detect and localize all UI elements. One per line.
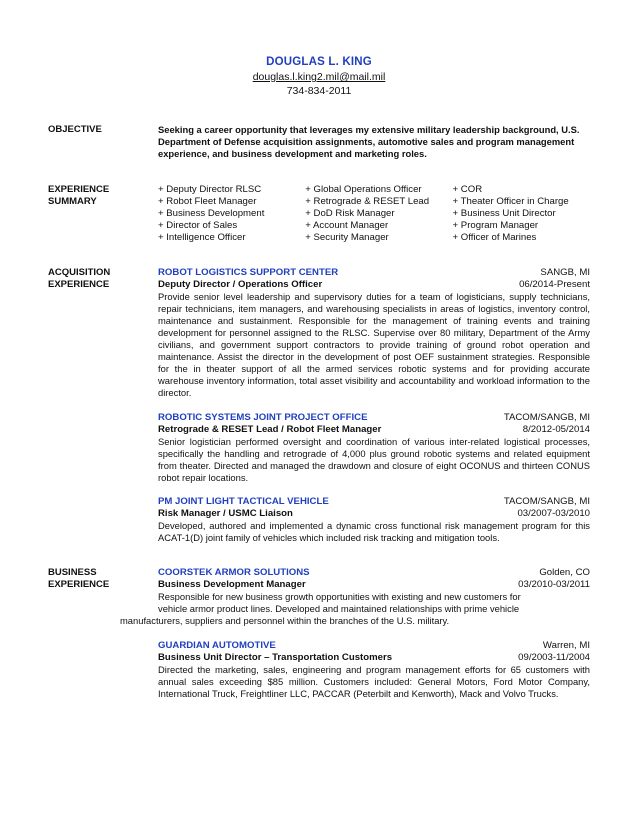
job-description-line: manufacturers, suppliers and personnel within the branches of the U.S. military. [120,615,450,626]
job-location: TACOM/SANGB, MI [503,496,590,507]
job-location: Warren, MI [542,640,590,651]
objective-label: OBJECTIVE [48,124,102,135]
summary-label-line2: SUMMARY [48,196,97,207]
job-title: Business Development Manager [158,579,306,590]
job-entry [158,267,590,399]
summary-item: + Security Manager [305,232,389,243]
acquisition-label [48,267,110,291]
job-description-line: Responsible for new business growth opportunities with existing and new customers for [158,591,521,602]
summary-item: + Robot Fleet Manager [158,196,257,207]
job-dates: 03/2007-03/2010 [517,508,590,519]
job-title-row [158,652,590,664]
summary-item: + Account Manager [305,220,389,231]
candidate-name: DOUGLAS L. KING [266,56,372,68]
job-location: Golden, CO [539,567,590,578]
email-link[interactable]: douglas.l.king2.mil@mail.mil [252,71,386,83]
job-entry [158,640,590,700]
phone-number: 734-834-2011 [286,85,352,97]
job-dates: 06/2014-Present [519,279,590,290]
summary-item: + Intelligence Officer [158,232,246,243]
job-dates: 03/2010-03/2011 [518,579,590,590]
job-entry [158,496,590,544]
summary-item: + Business Unit Director [452,208,556,219]
job-description: Senior logistician performed oversight and coordination of various inter-related logistical processes, specifically the handling and retrograde of 4,000 plus ground robotic systems and related equipment from theater. Directed and managed the drawdown and closure of eight OCONUS and thirteen CONUS robot repair locations. [158,436,590,483]
job-description-line: vehicle armor product lines. Developed and maintained relationships with prime vehicle [158,603,520,614]
job-title: Business Unit Director – Transportation Customers [158,652,393,663]
summary-item: + Retrograde & RESET Lead [305,196,430,207]
acquisition-label-line2: EXPERIENCE [48,279,110,290]
summary-item: + Deputy Director RLSC [158,184,262,195]
job-title-row [158,424,590,436]
summary-column-2 [305,184,452,244]
summary-item: + COR [452,184,483,195]
job-description: Developed, authored and implemented a dynamic cross functional risk management program for this ACAT-1(D) joint family of vehicles which included risk tracking and mitigation tools. [158,520,590,543]
job-header-row [158,267,590,279]
objective-text: Seeking a career opportunity that leverages my extensive military leadership background, U.S. Department of Defense acquisition assignments, automotive sales and program management experience, and business development and marketing roles. [158,124,580,159]
summary-item: + Program Manager [452,220,539,231]
job-title-row [158,579,590,591]
summary-item: + Theater Officer in Charge [452,196,569,207]
summary-item: + Business Development [158,208,265,219]
job-dates: 09/2003-11/2004 [518,652,590,663]
job-location: SANGB, MI [540,267,590,278]
business-label-line2: EXPERIENCE [48,579,110,590]
acquisition-label-line1: ACQUISITION [48,267,111,278]
job-title: Deputy Director / Operations Officer [158,279,323,290]
job-organization: PM JOINT LIGHT TACTICAL VEHICLE [158,496,329,507]
summary-item: + Global Operations Officer [305,184,422,195]
job-title-row [158,279,590,291]
job-organization: ROBOTIC SYSTEMS JOINT PROJECT OFFICE [158,412,368,423]
job-organization: ROBOT LOGISTICS SUPPORT CENTER [158,267,339,278]
summary-grid [158,184,590,244]
job-header-row [158,412,590,424]
job-dates: 8/2012-05/2014 [522,424,590,435]
job-header-row [158,640,590,652]
job-location: TACOM/SANGB, MI [503,412,590,423]
business-label [48,567,109,591]
job-description: Provide senior level leadership and supervisory duties for a team of logisticians, supply technicians, repair technicians, item managers, and warehousing specialists in areas of logistics, inventory control, maintenance and sustainment. Responsible for the management of training events and training development for personnel assigned to the RLSC. Supervise over 80 military, Department of the Army civilians, and government support contractors to provide training of ground robot operation and maintenance. Assist the director in the development of post OEF sustainment strategies. Responsible for the in theater support of all the armed services robotic systems and for providing accurate warehouse inventory information, total asset visibility and accountability and workload information to the director. [158,291,590,398]
job-title: Retrograde & RESET Lead / Robot Fleet Manager [158,424,382,435]
summary-column-3 [453,184,590,244]
job-organization: COORSTEK ARMOR SOLUTIONS [158,567,310,578]
summary-label-line1: EXPERIENCE [48,184,110,195]
job-header-row [158,567,590,579]
summary-item: + DoD Risk Manager [305,208,395,219]
job-title-row [158,508,590,520]
job-entry [158,567,590,615]
summary-item: + Officer of Marines [452,232,537,243]
summary-column-1 [158,184,305,244]
business-label-line1: BUSINESS [48,567,97,578]
job-header-row [158,496,590,508]
job-organization: GUARDIAN AUTOMOTIVE [158,640,276,651]
job-entry [158,412,590,484]
job-title: Risk Manager / USMC Liaison [158,508,293,519]
summary-label [48,184,109,208]
resume-header [0,56,638,97]
summary-item: + Director of Sales [158,220,238,231]
job-description: Directed the marketing, sales, engineering and program management efforts for 65 customers with annual sales exceeding $85 million. Customers included: General Motors, Ford Motor Company, International Truck, Freightliner LLC, PACCAR (Peterbilt and Kenworth), Mack and Volvo Trucks. [158,664,590,699]
